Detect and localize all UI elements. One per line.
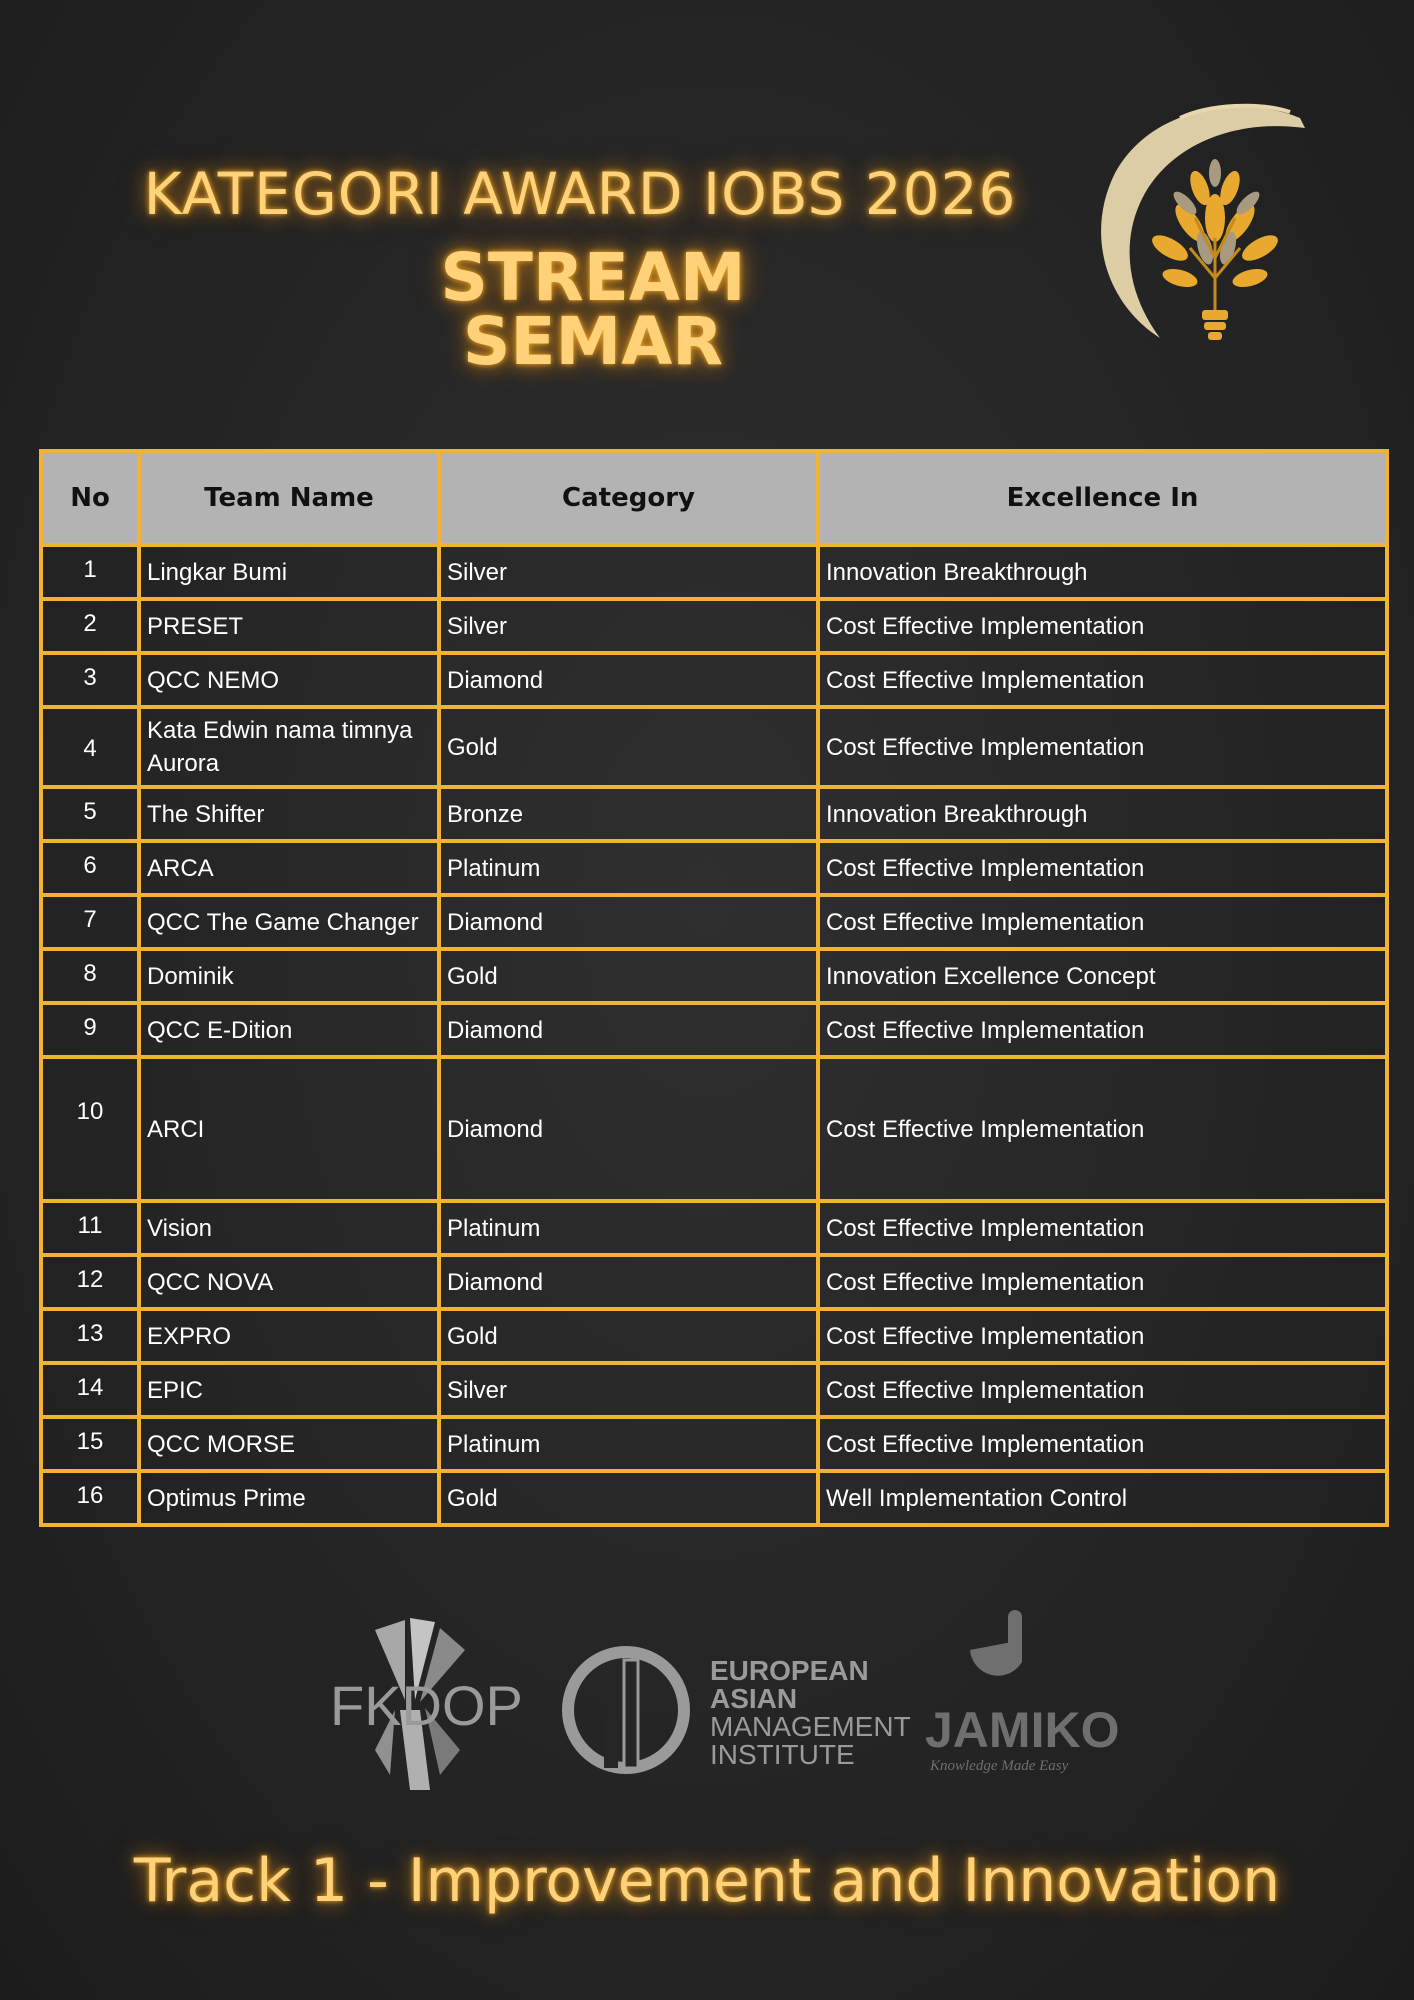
row-category: Bronze [439, 787, 818, 841]
row-team-name: Lingkar Bumi [139, 545, 439, 599]
table-row [41, 653, 1387, 707]
row-category: Gold [439, 1471, 818, 1525]
row-team-name: Kata Edwin nama timnya Aurora [139, 707, 439, 787]
table-row [41, 707, 1387, 787]
row-no: 3 [41, 653, 139, 707]
row-team-name: ARCI [139, 1057, 439, 1201]
row-no: 16 [41, 1471, 139, 1525]
stream-title [343, 239, 843, 380]
track-footer: Track 1 - Improvement and Innovation [133, 1846, 1281, 1916]
row-category: Silver [439, 1363, 818, 1417]
row-team-name: QCC MORSE [139, 1417, 439, 1471]
table-row [41, 895, 1387, 949]
row-no: 7 [41, 895, 139, 949]
jamiko-text: JAMIKO [925, 1702, 1120, 1758]
jamiko-logo [925, 1610, 1119, 1774]
row-no: 5 [41, 787, 139, 841]
awards-table [39, 449, 1389, 1527]
row-no: 4 [41, 707, 139, 787]
row-team-name: ARCA [139, 841, 439, 895]
eami-text-1: EUROPEAN [710, 1655, 869, 1686]
row-excellence: Innovation Breakthrough [818, 787, 1387, 841]
row-team-name: EXPRO [139, 1309, 439, 1363]
row-no: 15 [41, 1417, 139, 1471]
table-row [41, 1057, 1387, 1201]
row-category: Silver [439, 599, 818, 653]
table-row [41, 1309, 1387, 1363]
row-no: 1 [41, 545, 139, 599]
row-excellence: Cost Effective Implementation [818, 1057, 1387, 1201]
table-row [41, 1363, 1387, 1417]
row-team-name: QCC E-Dition [139, 1003, 439, 1057]
row-excellence: Cost Effective Implementation [818, 599, 1387, 653]
eami-logo [568, 1652, 911, 1770]
row-category: Gold [439, 949, 818, 1003]
stream-line-1: STREAM [440, 239, 746, 316]
table-row [41, 1471, 1387, 1525]
row-team-name: PRESET [139, 599, 439, 653]
column-header-team-name: Team Name [139, 451, 439, 545]
table-row [41, 599, 1387, 653]
table-row [41, 545, 1387, 599]
row-excellence: Innovation Excellence Concept [818, 949, 1387, 1003]
jamiko-tagline: Knowledge Made Easy [930, 1758, 1069, 1774]
row-excellence: Cost Effective Implementation [818, 707, 1387, 787]
row-category: Gold [439, 707, 818, 787]
row-category: Diamond [439, 1057, 818, 1201]
row-excellence: Cost Effective Implementation [818, 895, 1387, 949]
fkdop-logo [330, 1618, 523, 1790]
row-excellence: Cost Effective Implementation [818, 1363, 1387, 1417]
row-no: 8 [41, 949, 139, 1003]
row-excellence: Cost Effective Implementation [818, 1255, 1387, 1309]
eami-text-4: INSTITUTE [710, 1739, 855, 1770]
row-team-name: Optimus Prime [139, 1471, 439, 1525]
golden-tree-bulb-icon [1090, 98, 1340, 358]
row-category: Gold [439, 1309, 818, 1363]
row-team-name: QCC NOVA [139, 1255, 439, 1309]
row-team-name: Dominik [139, 949, 439, 1003]
row-excellence: Cost Effective Implementation [818, 653, 1387, 707]
row-team-name: The Shifter [139, 787, 439, 841]
row-excellence: Cost Effective Implementation [818, 1309, 1387, 1363]
row-team-name: QCC NEMO [139, 653, 439, 707]
row-no: 10 [41, 1057, 139, 1201]
row-excellence: Cost Effective Implementation [818, 1003, 1387, 1057]
row-team-name: EPIC [139, 1363, 439, 1417]
row-category: Platinum [439, 1417, 818, 1471]
row-no: 9 [41, 1003, 139, 1057]
table-row [41, 949, 1387, 1003]
row-category: Platinum [439, 841, 818, 895]
column-header-excellence-in: Excellence In [818, 451, 1387, 545]
table-row [41, 841, 1387, 895]
row-team-name: QCC The Game Changer [139, 895, 439, 949]
table-header-row [41, 451, 1387, 545]
row-excellence: Well Implementation Control [818, 1471, 1387, 1525]
row-no: 11 [41, 1201, 139, 1255]
row-no: 12 [41, 1255, 139, 1309]
column-header-category: Category [439, 451, 818, 545]
page-title: KATEGORI AWARD IOBS 2026 [143, 160, 1017, 228]
table-row [41, 787, 1387, 841]
row-team-name: Vision [139, 1201, 439, 1255]
row-no: 6 [41, 841, 139, 895]
row-category: Diamond [439, 895, 818, 949]
row-excellence: Cost Effective Implementation [818, 841, 1387, 895]
partner-logos [320, 1600, 1120, 1800]
row-no: 13 [41, 1309, 139, 1363]
row-category: Silver [439, 545, 818, 599]
row-no: 2 [41, 599, 139, 653]
table-row [41, 1003, 1387, 1057]
column-header-no: No [41, 451, 139, 545]
eami-text-3: MANAGEMENT [710, 1711, 911, 1742]
row-excellence: Cost Effective Implementation [818, 1201, 1387, 1255]
row-category: Diamond [439, 1255, 818, 1309]
row-excellence: Cost Effective Implementation [818, 1417, 1387, 1471]
table-row [41, 1255, 1387, 1309]
fkdop-text: FKDOP [330, 1674, 523, 1737]
row-no: 14 [41, 1363, 139, 1417]
table-row [41, 1417, 1387, 1471]
table-row [41, 1201, 1387, 1255]
row-category: Diamond [439, 653, 818, 707]
row-category: Platinum [439, 1201, 818, 1255]
eami-text-2: ASIAN [710, 1683, 798, 1714]
row-category: Diamond [439, 1003, 818, 1057]
row-excellence: Innovation Breakthrough [818, 545, 1387, 599]
stream-line-2: SEMAR [462, 303, 724, 380]
